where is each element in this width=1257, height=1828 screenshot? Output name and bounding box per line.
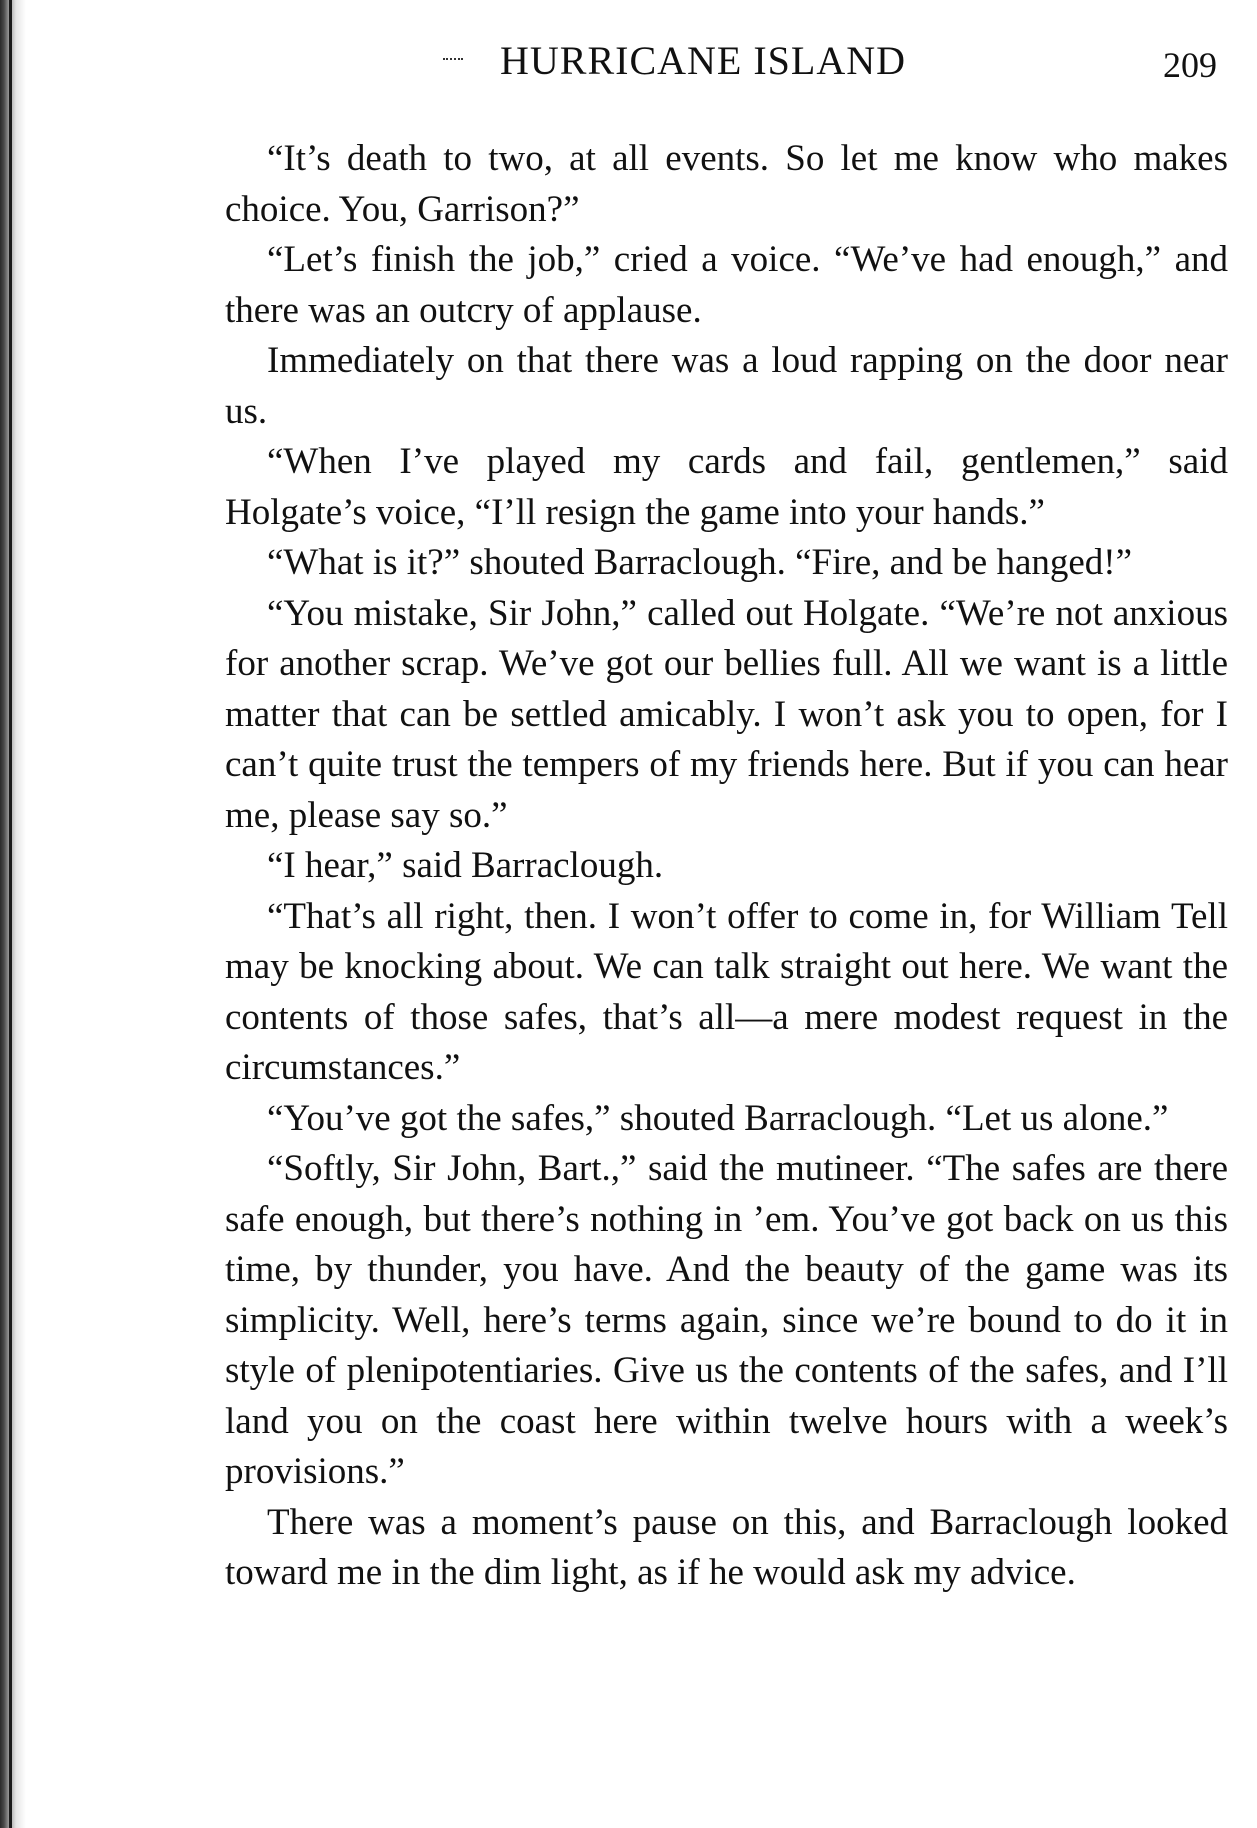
page-number: 209 <box>1163 45 1217 85</box>
page-header <box>0 36 1257 86</box>
paragraph-8: “That’s all right, then. I won’t offer to come in, for William Tell may be knocking about. We can talk straight out here. We want the contents of those safes, that’s all—a mere modest request in the circumstances.” <box>225 895 1228 1088</box>
page-gutter-shadow <box>0 0 26 1828</box>
paragraph-2: “Let’s finish the job,” cried a voice. “We’ve had enough,” and there was an outcry of applause. <box>225 239 1228 331</box>
printer-mark <box>443 58 463 63</box>
paragraph-6: “You mistake, Sir John,” called out Holgate. “We’re not anxious for another scrap. We’ve got our bellies full. All we want is a little matter that can be settled amicably. I won’t ask you to open, for I can’t quite trust the tempers of my friends here. But if you can hear me, please say so.” <box>225 592 1228 836</box>
paragraph-7: “I hear,” said Barraclough. <box>267 845 664 886</box>
paragraph-9: “You’ve got the safes,” shouted Barraclough. “Let us alone.” <box>267 1097 1169 1139</box>
paragraph-4: “When I’ve played my cards and fail, gentlemen,” said Holgate’s voice, “I’ll resign the game into your hands.” <box>225 441 1228 533</box>
body-text <box>225 134 1228 1599</box>
paragraph-5: “What is it?” shouted Barraclough. “Fire, and be hanged!” <box>267 542 1133 583</box>
paragraph-11: There was a moment’s pause on this, and Barraclough looked toward me in the dim light, as if he would ask my advice. <box>225 1501 1228 1593</box>
paragraph-1: “It’s death to two, at all events. So let me know who makes choice. You, Garrison?” <box>225 138 1228 230</box>
running-title: HURRICANE ISLAND <box>500 38 906 83</box>
paragraph-10: “Softly, Sir John, Bart.,” said the mutineer. “The safes are there safe enough, but there’s nothing in ’em. You’ve got back on us this time, by thunder, you have. And the beauty of the game was its simplicity. Well, here’s terms again, since we’re bound to do it in style of plenipotentiaries. Give us the contents of the safes, and I’ll land you on the coast here within twelve hours with a week’s provisions.” <box>225 1148 1228 1492</box>
paragraph-3: Immediately on that there was a loud rapping on the door near us. <box>225 340 1228 432</box>
binding-edge <box>9 0 12 1828</box>
